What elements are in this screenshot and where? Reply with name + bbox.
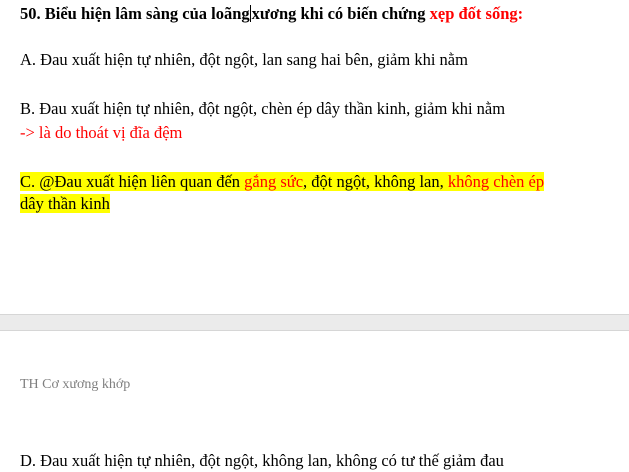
option-d: D. Đau xuất hiện tự nhiên, đột ngột, không lan, không có tư thế giảm đau [20,451,504,470]
option-b-note: -> là do thoát vị đĩa đệm [20,123,183,142]
page-header-text[interactable]: TH Cơ xương khớp [20,377,131,392]
question-heading [20,3,523,25]
option-c-emphasis-1: gắng sức [244,172,304,191]
option-c-text-2: , đột ngột, không lan, [303,172,448,191]
option-c-text-1: C. @Đau xuất hiện liên quan đến [20,172,245,191]
question-text-start: 50. Biểu hiện lâm sàng của loãng [20,4,250,23]
option-b: B. Đau xuất hiện tự nhiên, đột ngột, chèn ép dây thần kinh, giảm khi nằm [20,99,506,118]
option-c-highlight-1 [20,172,544,191]
option-c-line-1 [20,171,544,193]
page-break [0,314,629,331]
question-text-end: xương khi có biến chứng [251,4,430,23]
option-c-emphasis-2: không chèn ép [447,172,545,191]
option-a: A. Đau xuất hiện tự nhiên, đột ngột, lan sang hai bên, giảm khi nằm [20,50,468,69]
question-keyword: xẹp đốt sống: [429,4,524,23]
option-c-line-2 [20,193,110,215]
option-c-highlight-2: dây thần kinh [20,194,110,213]
